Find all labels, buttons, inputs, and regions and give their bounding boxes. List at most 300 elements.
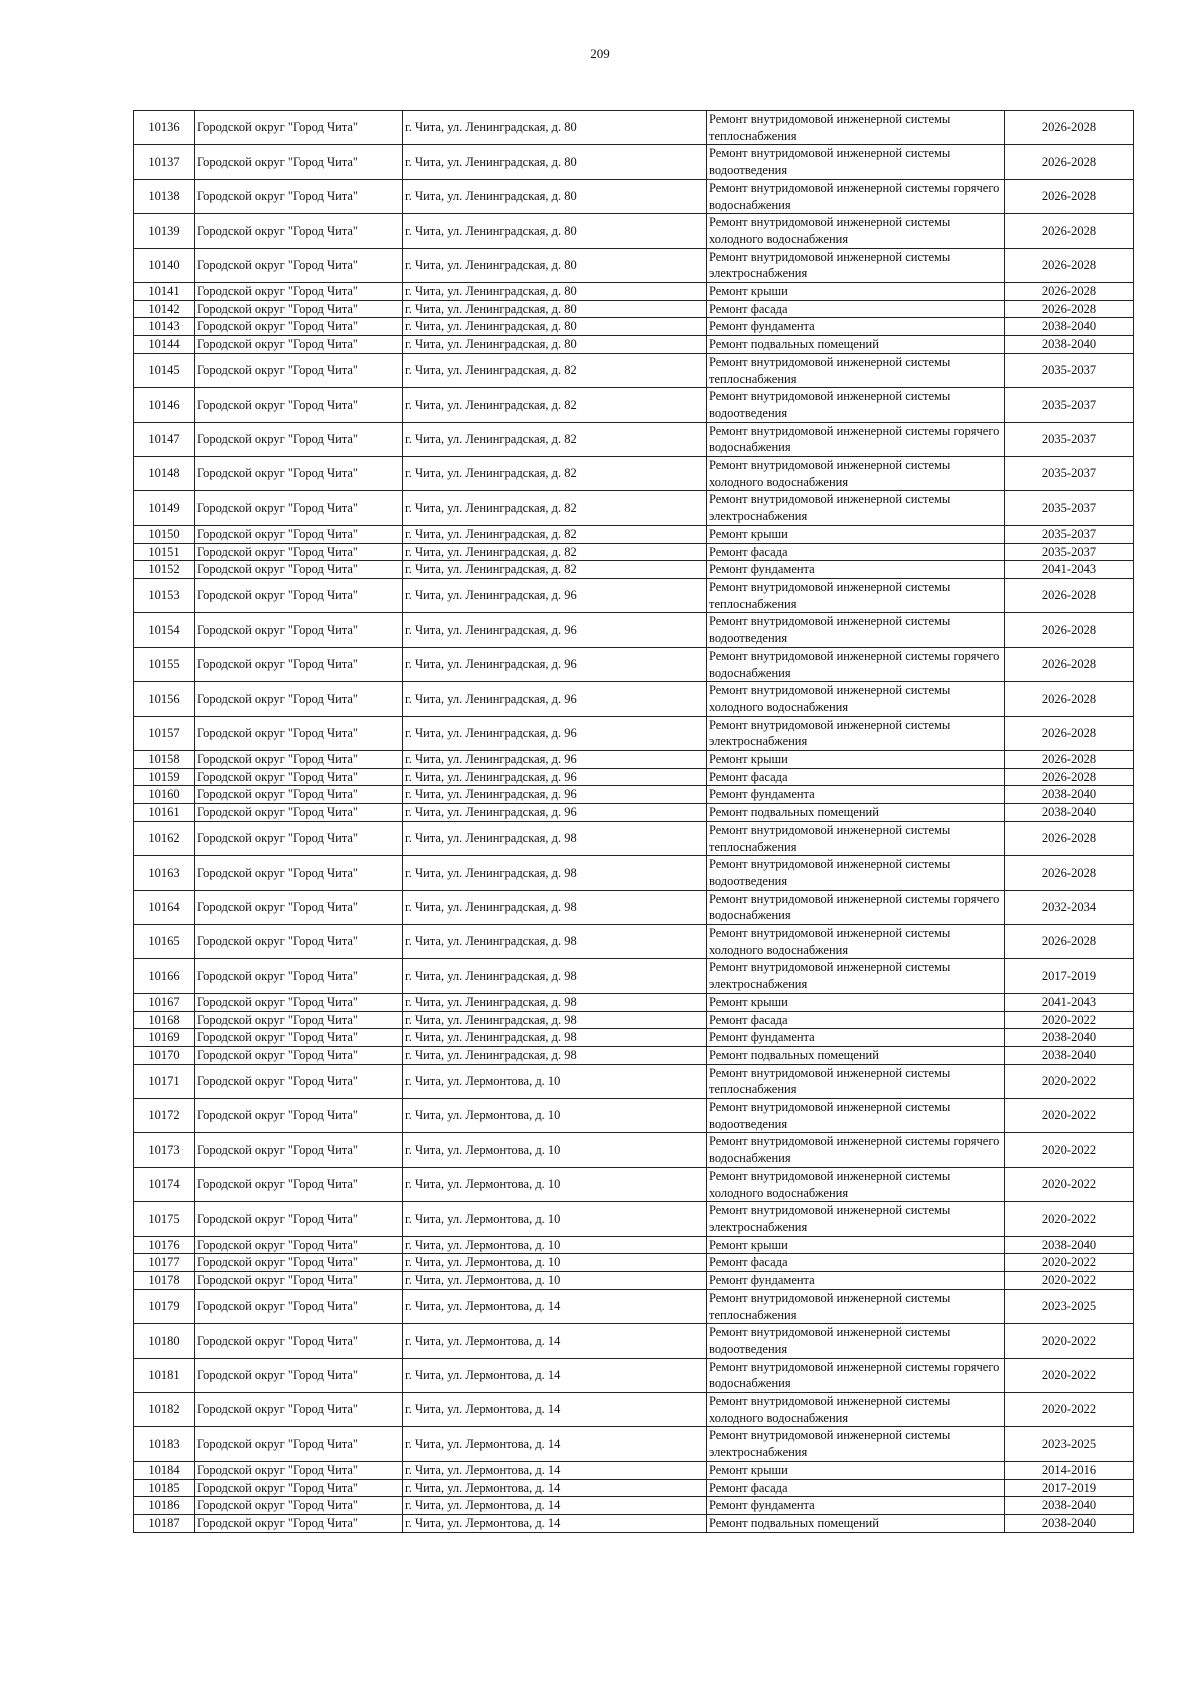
work-type-cell: Ремонт внутридомовой инженерной системы теплоснабжения (707, 353, 1005, 387)
table-row (134, 993, 1134, 1011)
row-number: 10154 (134, 613, 195, 647)
period-cell: 2038-2040 (1005, 786, 1134, 804)
period-cell: 2026-2028 (1005, 214, 1134, 248)
work-type-cell: Ремонт крыши (707, 283, 1005, 301)
work-type-cell: Ремонт внутридомовой инженерной системы теплоснабжения (707, 821, 1005, 855)
row-number: 10185 (134, 1479, 195, 1497)
address-cell: г. Чита, ул. Ленинградская, д. 82 (403, 353, 707, 387)
table-row (134, 1427, 1134, 1461)
work-type-cell: Ремонт внутридомовой инженерной системы горячего водоснабжения (707, 890, 1005, 924)
table-row (134, 353, 1134, 387)
table-row (134, 925, 1134, 959)
table-row (134, 613, 1134, 647)
table-row (134, 336, 1134, 354)
address-cell: г. Чита, ул. Ленинградская, д. 96 (403, 682, 707, 716)
address-cell: г. Чита, ул. Ленинградская, д. 82 (403, 491, 707, 525)
address-cell: г. Чита, ул. Лермонтова, д. 14 (403, 1461, 707, 1479)
address-cell: г. Чита, ул. Ленинградская, д. 82 (403, 422, 707, 456)
capital-repair-table (133, 110, 1134, 1533)
municipality-cell: Городской округ "Город Чита" (195, 1358, 403, 1392)
municipality-cell: Городской округ "Город Чита" (195, 353, 403, 387)
period-cell: 2026-2028 (1005, 300, 1134, 318)
period-cell: 2026-2028 (1005, 821, 1134, 855)
work-type-cell: Ремонт фундамента (707, 1029, 1005, 1047)
municipality-cell: Городской округ "Город Чита" (195, 1236, 403, 1254)
municipality-cell: Городской округ "Город Чита" (195, 1479, 403, 1497)
table-row (134, 1202, 1134, 1236)
address-cell: г. Чита, ул. Ленинградская, д. 98 (403, 1029, 707, 1047)
work-type-cell: Ремонт внутридомовой инженерной системы теплоснабжения (707, 111, 1005, 145)
work-type-cell: Ремонт внутридомовой инженерной системы электроснабжения (707, 248, 1005, 282)
row-number: 10156 (134, 682, 195, 716)
row-number: 10152 (134, 561, 195, 579)
municipality-cell: Городской округ "Город Чита" (195, 1029, 403, 1047)
row-number: 10172 (134, 1099, 195, 1133)
address-cell: г. Чита, ул. Лермонтова, д. 10 (403, 1099, 707, 1133)
address-cell: г. Чита, ул. Ленинградская, д. 80 (403, 300, 707, 318)
table-row (134, 1064, 1134, 1098)
work-type-cell: Ремонт внутридомовой инженерной системы холодного водоснабжения (707, 457, 1005, 491)
address-cell: г. Чита, ул. Ленинградская, д. 98 (403, 821, 707, 855)
municipality-cell: Городской округ "Город Чита" (195, 1202, 403, 1236)
table-row (134, 578, 1134, 612)
period-cell: 2017-2019 (1005, 1479, 1134, 1497)
table-row (134, 422, 1134, 456)
row-number: 10178 (134, 1272, 195, 1290)
municipality-cell: Городской округ "Город Чита" (195, 1289, 403, 1323)
work-type-cell: Ремонт внутридомовой инженерной системы электроснабжения (707, 959, 1005, 993)
row-number: 10176 (134, 1236, 195, 1254)
table-row (134, 283, 1134, 301)
table-row (134, 1011, 1134, 1029)
address-cell: г. Чита, ул. Лермонтова, д. 14 (403, 1289, 707, 1323)
table-row (134, 111, 1134, 145)
period-cell: 2038-2040 (1005, 318, 1134, 336)
period-cell: 2020-2022 (1005, 1358, 1134, 1392)
address-cell: г. Чита, ул. Лермонтова, д. 14 (403, 1514, 707, 1532)
address-cell: г. Чита, ул. Лермонтова, д. 14 (403, 1479, 707, 1497)
table-row (134, 804, 1134, 822)
municipality-cell: Городской округ "Город Чита" (195, 561, 403, 579)
address-cell: г. Чита, ул. Ленинградская, д. 82 (403, 388, 707, 422)
work-type-cell: Ремонт внутридомовой инженерной системы теплоснабжения (707, 1064, 1005, 1098)
period-cell: 2020-2022 (1005, 1167, 1134, 1201)
address-cell: г. Чита, ул. Лермонтова, д. 10 (403, 1064, 707, 1098)
municipality-cell: Городской округ "Город Чита" (195, 1099, 403, 1133)
row-number: 10150 (134, 525, 195, 543)
table-row (134, 1236, 1134, 1254)
address-cell: г. Чита, ул. Лермонтова, д. 10 (403, 1202, 707, 1236)
address-cell: г. Чита, ул. Ленинградская, д. 96 (403, 786, 707, 804)
row-number: 10168 (134, 1011, 195, 1029)
address-cell: г. Чита, ул. Лермонтова, д. 10 (403, 1133, 707, 1167)
address-cell: г. Чита, ул. Ленинградская, д. 80 (403, 111, 707, 145)
table-row (134, 1099, 1134, 1133)
table-row (134, 1254, 1134, 1272)
row-number: 10184 (134, 1461, 195, 1479)
row-number: 10160 (134, 786, 195, 804)
municipality-cell: Городской округ "Город Чита" (195, 525, 403, 543)
municipality-cell: Городской округ "Город Чита" (195, 1497, 403, 1515)
period-cell: 2026-2028 (1005, 647, 1134, 681)
work-type-cell: Ремонт подвальных помещений (707, 1514, 1005, 1532)
work-type-cell: Ремонт внутридомовой инженерной системы горячего водоснабжения (707, 179, 1005, 213)
period-cell: 2038-2040 (1005, 1046, 1134, 1064)
row-number: 10137 (134, 145, 195, 179)
municipality-cell: Городской округ "Город Чита" (195, 1254, 403, 1272)
period-cell: 2023-2025 (1005, 1289, 1134, 1323)
period-cell: 2020-2022 (1005, 1272, 1134, 1290)
municipality-cell: Городской округ "Город Чита" (195, 786, 403, 804)
work-type-cell: Ремонт внутридомовой инженерной системы электроснабжения (707, 716, 1005, 750)
municipality-cell: Городской округ "Город Чита" (195, 336, 403, 354)
period-cell: 2035-2037 (1005, 353, 1134, 387)
work-type-cell: Ремонт внутридомовой инженерной системы горячего водоснабжения (707, 1133, 1005, 1167)
address-cell: г. Чита, ул. Лермонтова, д. 10 (403, 1272, 707, 1290)
row-number: 10138 (134, 179, 195, 213)
row-number: 10149 (134, 491, 195, 525)
period-cell: 2020-2022 (1005, 1099, 1134, 1133)
row-number: 10140 (134, 248, 195, 282)
row-number: 10139 (134, 214, 195, 248)
period-cell: 2026-2028 (1005, 578, 1134, 612)
period-cell: 2038-2040 (1005, 1514, 1134, 1532)
municipality-cell: Городской округ "Город Чита" (195, 318, 403, 336)
table-row (134, 1358, 1134, 1392)
address-cell: г. Чита, ул. Ленинградская, д. 96 (403, 716, 707, 750)
row-number: 10144 (134, 336, 195, 354)
work-type-cell: Ремонт внутридомовой инженерной системы горячего водоснабжения (707, 422, 1005, 456)
table-row (134, 457, 1134, 491)
work-type-cell: Ремонт подвальных помещений (707, 336, 1005, 354)
work-type-cell: Ремонт внутридомовой инженерной системы холодного водоснабжения (707, 682, 1005, 716)
period-cell: 2023-2025 (1005, 1427, 1134, 1461)
municipality-cell: Городской округ "Город Чита" (195, 111, 403, 145)
municipality-cell: Городской округ "Город Чита" (195, 959, 403, 993)
municipality-cell: Городской округ "Город Чита" (195, 1461, 403, 1479)
work-type-cell: Ремонт внутридомовой инженерной системы водоотведения (707, 145, 1005, 179)
work-type-cell: Ремонт крыши (707, 1461, 1005, 1479)
municipality-cell: Городской округ "Город Чита" (195, 300, 403, 318)
address-cell: г. Чита, ул. Ленинградская, д. 80 (403, 318, 707, 336)
municipality-cell: Городской округ "Город Чита" (195, 1133, 403, 1167)
work-type-cell: Ремонт фундамента (707, 1272, 1005, 1290)
row-number: 10175 (134, 1202, 195, 1236)
row-number: 10169 (134, 1029, 195, 1047)
address-cell: г. Чита, ул. Лермонтова, д. 14 (403, 1358, 707, 1392)
row-number: 10179 (134, 1289, 195, 1323)
work-type-cell: Ремонт фундамента (707, 1497, 1005, 1515)
address-cell: г. Чита, ул. Ленинградская, д. 98 (403, 890, 707, 924)
row-number: 10158 (134, 751, 195, 769)
table-row (134, 388, 1134, 422)
work-type-cell: Ремонт внутридомовой инженерной системы электроснабжения (707, 491, 1005, 525)
address-cell: г. Чита, ул. Ленинградская, д. 96 (403, 768, 707, 786)
period-cell: 2026-2028 (1005, 283, 1134, 301)
work-type-cell: Ремонт фасада (707, 1254, 1005, 1272)
municipality-cell: Городской округ "Город Чита" (195, 751, 403, 769)
municipality-cell: Городской округ "Город Чита" (195, 804, 403, 822)
table-row (134, 179, 1134, 213)
row-number: 10142 (134, 300, 195, 318)
table-row (134, 248, 1134, 282)
address-cell: г. Чита, ул. Ленинградская, д. 98 (403, 925, 707, 959)
address-cell: г. Чита, ул. Лермонтова, д. 14 (403, 1324, 707, 1358)
work-type-cell: Ремонт фасада (707, 1479, 1005, 1497)
row-number: 10145 (134, 353, 195, 387)
row-number: 10143 (134, 318, 195, 336)
period-cell: 2020-2022 (1005, 1202, 1134, 1236)
work-type-cell: Ремонт внутридомовой инженерной системы водоотведения (707, 1099, 1005, 1133)
work-type-cell: Ремонт подвальных помещений (707, 804, 1005, 822)
table-row (134, 890, 1134, 924)
table-row (134, 1029, 1134, 1047)
municipality-cell: Городской округ "Город Чита" (195, 1427, 403, 1461)
period-cell: 2038-2040 (1005, 1029, 1134, 1047)
address-cell: г. Чита, ул. Ленинградская, д. 98 (403, 959, 707, 993)
period-cell: 2020-2022 (1005, 1324, 1134, 1358)
row-number: 10163 (134, 856, 195, 890)
table-row (134, 1324, 1134, 1358)
work-type-cell: Ремонт внутридомовой инженерной системы горячего водоснабжения (707, 647, 1005, 681)
work-type-cell: Ремонт внутридомовой инженерной системы водоотведения (707, 856, 1005, 890)
municipality-cell: Городской округ "Город Чита" (195, 856, 403, 890)
municipality-cell: Городской округ "Город Чита" (195, 1393, 403, 1427)
work-type-cell: Ремонт внутридомовой инженерной системы холодного водоснабжения (707, 925, 1005, 959)
period-cell: 2026-2028 (1005, 682, 1134, 716)
address-cell: г. Чита, ул. Лермонтова, д. 10 (403, 1167, 707, 1201)
table-row (134, 786, 1134, 804)
municipality-cell: Городской округ "Город Чита" (195, 613, 403, 647)
period-cell: 2026-2028 (1005, 145, 1134, 179)
address-cell: г. Чита, ул. Ленинградская, д. 96 (403, 578, 707, 612)
table-row (134, 543, 1134, 561)
row-number: 10166 (134, 959, 195, 993)
row-number: 10148 (134, 457, 195, 491)
municipality-cell: Городской округ "Город Чита" (195, 1011, 403, 1029)
municipality-cell: Городской округ "Город Чита" (195, 821, 403, 855)
municipality-cell: Городской округ "Город Чита" (195, 214, 403, 248)
row-number: 10173 (134, 1133, 195, 1167)
table-row (134, 525, 1134, 543)
table-row (134, 647, 1134, 681)
address-cell: г. Чита, ул. Ленинградская, д. 82 (403, 457, 707, 491)
work-type-cell: Ремонт внутридомовой инженерной системы водоотведения (707, 1324, 1005, 1358)
period-cell: 2020-2022 (1005, 1011, 1134, 1029)
table-row (134, 821, 1134, 855)
row-number: 10155 (134, 647, 195, 681)
row-number: 10153 (134, 578, 195, 612)
table-row (134, 768, 1134, 786)
period-cell: 2014-2016 (1005, 1461, 1134, 1479)
address-cell: г. Чита, ул. Ленинградская, д. 80 (403, 248, 707, 282)
address-cell: г. Чита, ул. Ленинградская, д. 80 (403, 336, 707, 354)
period-cell: 2041-2043 (1005, 561, 1134, 579)
table-row (134, 561, 1134, 579)
work-type-cell: Ремонт крыши (707, 525, 1005, 543)
table-row (134, 1133, 1134, 1167)
municipality-cell: Городской округ "Город Чита" (195, 768, 403, 786)
row-number: 10162 (134, 821, 195, 855)
row-number: 10186 (134, 1497, 195, 1515)
address-cell: г. Чита, ул. Лермонтова, д. 10 (403, 1254, 707, 1272)
work-type-cell: Ремонт фундамента (707, 318, 1005, 336)
address-cell: г. Чита, ул. Лермонтова, д. 14 (403, 1393, 707, 1427)
row-number: 10180 (134, 1324, 195, 1358)
period-cell: 2035-2037 (1005, 457, 1134, 491)
work-type-cell: Ремонт внутридомовой инженерной системы водоотведения (707, 388, 1005, 422)
address-cell: г. Чита, ул. Лермонтова, д. 10 (403, 1236, 707, 1254)
row-number: 10146 (134, 388, 195, 422)
work-type-cell: Ремонт внутридомовой инженерной системы горячего водоснабжения (707, 1358, 1005, 1392)
table-row (134, 300, 1134, 318)
address-cell: г. Чита, ул. Ленинградская, д. 98 (403, 856, 707, 890)
period-cell: 2038-2040 (1005, 1236, 1134, 1254)
municipality-cell: Городской округ "Город Чита" (195, 422, 403, 456)
row-number: 10167 (134, 993, 195, 1011)
row-number: 10157 (134, 716, 195, 750)
work-type-cell: Ремонт внутридомовой инженерной системы холодного водоснабжения (707, 214, 1005, 248)
table-row (134, 959, 1134, 993)
work-type-cell: Ремонт фасада (707, 543, 1005, 561)
period-cell: 2026-2028 (1005, 716, 1134, 750)
municipality-cell: Городской округ "Город Чита" (195, 682, 403, 716)
work-type-cell: Ремонт фасада (707, 768, 1005, 786)
row-number: 10171 (134, 1064, 195, 1098)
period-cell: 2026-2028 (1005, 856, 1134, 890)
period-cell: 2026-2028 (1005, 179, 1134, 213)
address-cell: г. Чита, ул. Ленинградская, д. 98 (403, 993, 707, 1011)
period-cell: 2035-2037 (1005, 543, 1134, 561)
work-type-cell: Ремонт подвальных помещений (707, 1046, 1005, 1064)
address-cell: г. Чита, ул. Ленинградская, д. 80 (403, 145, 707, 179)
period-cell: 2041-2043 (1005, 993, 1134, 1011)
row-number: 10165 (134, 925, 195, 959)
row-number: 10177 (134, 1254, 195, 1272)
table-row (134, 1514, 1134, 1532)
row-number: 10147 (134, 422, 195, 456)
work-type-cell: Ремонт фасада (707, 1011, 1005, 1029)
period-cell: 2026-2028 (1005, 613, 1134, 647)
municipality-cell: Городской округ "Город Чита" (195, 543, 403, 561)
page-number: 209 (590, 46, 610, 61)
table-row (134, 1479, 1134, 1497)
address-cell: г. Чита, ул. Ленинградская, д. 80 (403, 214, 707, 248)
work-type-cell: Ремонт крыши (707, 751, 1005, 769)
table-row (134, 751, 1134, 769)
municipality-cell: Городской округ "Город Чита" (195, 283, 403, 301)
row-number: 10151 (134, 543, 195, 561)
table-row (134, 1167, 1134, 1201)
address-cell: г. Чита, ул. Ленинградская, д. 98 (403, 1011, 707, 1029)
municipality-cell: Городской округ "Город Чита" (195, 890, 403, 924)
table-row (134, 716, 1134, 750)
address-cell: г. Чита, ул. Лермонтова, д. 14 (403, 1497, 707, 1515)
work-type-cell: Ремонт фасада (707, 300, 1005, 318)
address-cell: г. Чита, ул. Ленинградская, д. 96 (403, 647, 707, 681)
municipality-cell: Городской округ "Город Чита" (195, 993, 403, 1011)
address-cell: г. Чита, ул. Ленинградская, д. 96 (403, 751, 707, 769)
municipality-cell: Городской округ "Город Чита" (195, 248, 403, 282)
work-type-cell: Ремонт внутридомовой инженерной системы теплоснабжения (707, 1289, 1005, 1323)
row-number: 10181 (134, 1358, 195, 1392)
work-type-cell: Ремонт крыши (707, 1236, 1005, 1254)
period-cell: 2038-2040 (1005, 1497, 1134, 1515)
period-cell: 2017-2019 (1005, 959, 1134, 993)
table-body (134, 111, 1134, 1533)
row-number: 10164 (134, 890, 195, 924)
period-cell: 2038-2040 (1005, 804, 1134, 822)
municipality-cell: Городской округ "Город Чита" (195, 1167, 403, 1201)
municipality-cell: Городской округ "Город Чита" (195, 457, 403, 491)
row-number: 10187 (134, 1514, 195, 1532)
work-type-cell: Ремонт внутридомовой инженерной системы холодного водоснабжения (707, 1393, 1005, 1427)
row-number: 10161 (134, 804, 195, 822)
municipality-cell: Городской округ "Город Чита" (195, 388, 403, 422)
address-cell: г. Чита, ул. Ленинградская, д. 98 (403, 1046, 707, 1064)
period-cell: 2026-2028 (1005, 248, 1134, 282)
address-cell: г. Чита, ул. Ленинградская, д. 80 (403, 179, 707, 213)
municipality-cell: Городской округ "Город Чита" (195, 1514, 403, 1532)
row-number: 10183 (134, 1427, 195, 1461)
period-cell: 2026-2028 (1005, 751, 1134, 769)
period-cell: 2020-2022 (1005, 1133, 1134, 1167)
row-number: 10170 (134, 1046, 195, 1064)
municipality-cell: Городской округ "Город Чита" (195, 1324, 403, 1358)
work-type-cell: Ремонт внутридомовой инженерной системы электроснабжения (707, 1427, 1005, 1461)
period-cell: 2035-2037 (1005, 422, 1134, 456)
period-cell: 2020-2022 (1005, 1254, 1134, 1272)
period-cell: 2035-2037 (1005, 491, 1134, 525)
period-cell: 2032-2034 (1005, 890, 1134, 924)
period-cell: 2038-2040 (1005, 336, 1134, 354)
table-row (134, 145, 1134, 179)
table-row (134, 1393, 1134, 1427)
table-row (134, 682, 1134, 716)
work-type-cell: Ремонт крыши (707, 993, 1005, 1011)
row-number: 10182 (134, 1393, 195, 1427)
municipality-cell: Городской округ "Город Чита" (195, 1064, 403, 1098)
municipality-cell: Городской округ "Город Чита" (195, 145, 403, 179)
period-cell: 2035-2037 (1005, 388, 1134, 422)
table-row (134, 1272, 1134, 1290)
work-type-cell: Ремонт внутридомовой инженерной системы водоотведения (707, 613, 1005, 647)
period-cell: 2020-2022 (1005, 1064, 1134, 1098)
table-row (134, 491, 1134, 525)
address-cell: г. Чита, ул. Ленинградская, д. 82 (403, 561, 707, 579)
table-row (134, 214, 1134, 248)
table-row (134, 1497, 1134, 1515)
period-cell: 2035-2037 (1005, 525, 1134, 543)
period-cell: 2020-2022 (1005, 1393, 1134, 1427)
row-number: 10159 (134, 768, 195, 786)
row-number: 10136 (134, 111, 195, 145)
table-row (134, 1289, 1134, 1323)
address-cell: г. Чита, ул. Ленинградская, д. 80 (403, 283, 707, 301)
municipality-cell: Городской округ "Город Чита" (195, 647, 403, 681)
table-row (134, 1461, 1134, 1479)
table-row (134, 856, 1134, 890)
work-type-cell: Ремонт фундамента (707, 561, 1005, 579)
address-cell: г. Чита, ул. Ленинградская, д. 82 (403, 543, 707, 561)
address-cell: г. Чита, ул. Ленинградская, д. 96 (403, 804, 707, 822)
municipality-cell: Городской округ "Город Чита" (195, 578, 403, 612)
table-row (134, 1046, 1134, 1064)
row-number: 10141 (134, 283, 195, 301)
period-cell: 2026-2028 (1005, 111, 1134, 145)
municipality-cell: Городской округ "Город Чита" (195, 491, 403, 525)
work-type-cell: Ремонт фундамента (707, 786, 1005, 804)
